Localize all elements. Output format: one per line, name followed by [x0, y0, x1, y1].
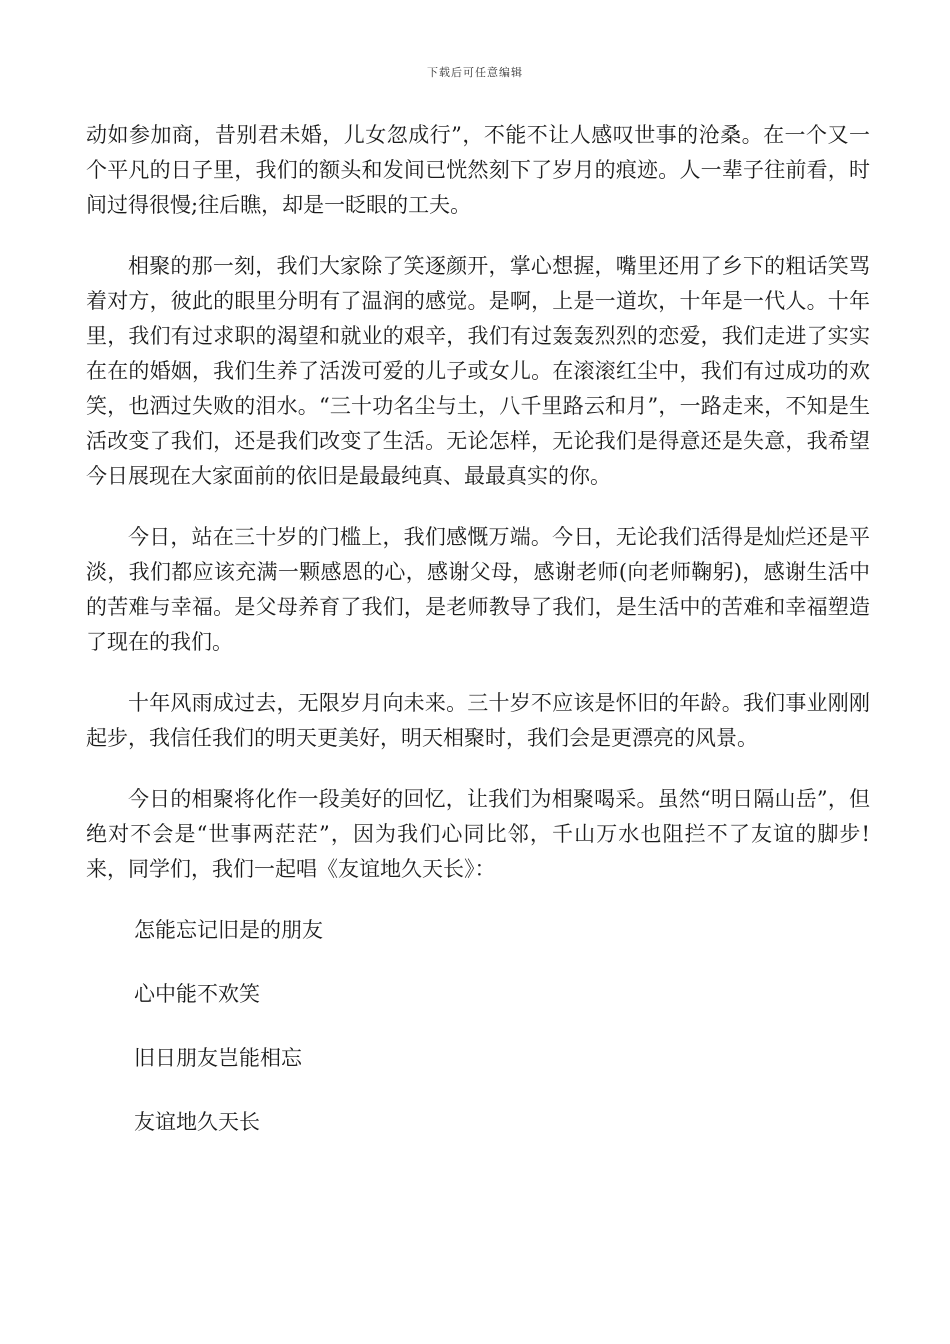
paragraph-5: 今日的相聚将化作一段美好的回忆，让我们为相聚喝采。虽然“明日隔山岳”，但绝对不会是“世事两茫茫”，因为我们心同比邻，千山万水也阻拦不了友谊的脚步!来，同学们，我们一起唱《友谊地久天长》： — [86, 787, 870, 881]
paragraph-2: 相聚的那一刻，我们大家除了笑逐颜开，掌心想握，嘴里还用了乡下的粗话笑骂着对方，彼此的眼里分明有了温润的感觉。是啊，上是一道坎，十年是一代人。十年里，我们有过求职的渴望和就业的艰辛，我们有过轰轰烈烈的恋爱，我们走进了实实在在的婚姻，我们生养了活泼可爱的儿子或女儿。在滚滚红尘中，我们有过成功的欢笑，也洒过失败的泪水。“三十功名尘与土，八千里路云和月”，一路走来，不知是生活改变了我们，还是我们改变了生活。无论怎样，无论我们是得意还是失意，我希望今日展现在大家面前的依旧是最最纯真、最最真实的你。 — [86, 254, 870, 488]
document-body — [86, 118, 870, 1169]
paragraph-1: 动如参加商，昔别君未婚，儿女忽成行”，不能不让人感叹世事的沧桑。在一个又一个平凡的日子里，我们的额头和发间已恍然刻下了岁月的痕迹。人一辈子往前看，时间过得很慢;往后瞧，却是一眨眼的工夫。 — [86, 123, 870, 217]
lyric-line-3: 旧日朋友岂能相忘 — [134, 1046, 302, 1070]
paragraph-4: 十年风雨成过去，无限岁月向未来。三十岁不应该是怀旧的年龄。我们事业刚刚起步，我信任我们的明天更美好，明天相聚时，我们会是更漂亮的风景。 — [86, 691, 870, 750]
lyric-line-4: 友谊地久天长 — [134, 1110, 260, 1134]
lyric-line-2: 心中能不欢笑 — [134, 982, 260, 1006]
page-header: 下载后可任意编辑 — [427, 66, 523, 79]
paragraph-3: 今日，站在三十岁的门槛上，我们感慨万端。今日，无论我们活得是灿烂还是平淡，我们都应该充满一颗感恩的心，感谢父母，感谢老师(向老师鞠躬)，感谢生活中的苦难与幸福。是父母养育了我们，是老师教导了我们，是生活中的苦难和幸福塑造了现在的我们。 — [86, 525, 870, 654]
lyric-line-1: 怎能忘记旧是的朋友 — [134, 918, 323, 942]
